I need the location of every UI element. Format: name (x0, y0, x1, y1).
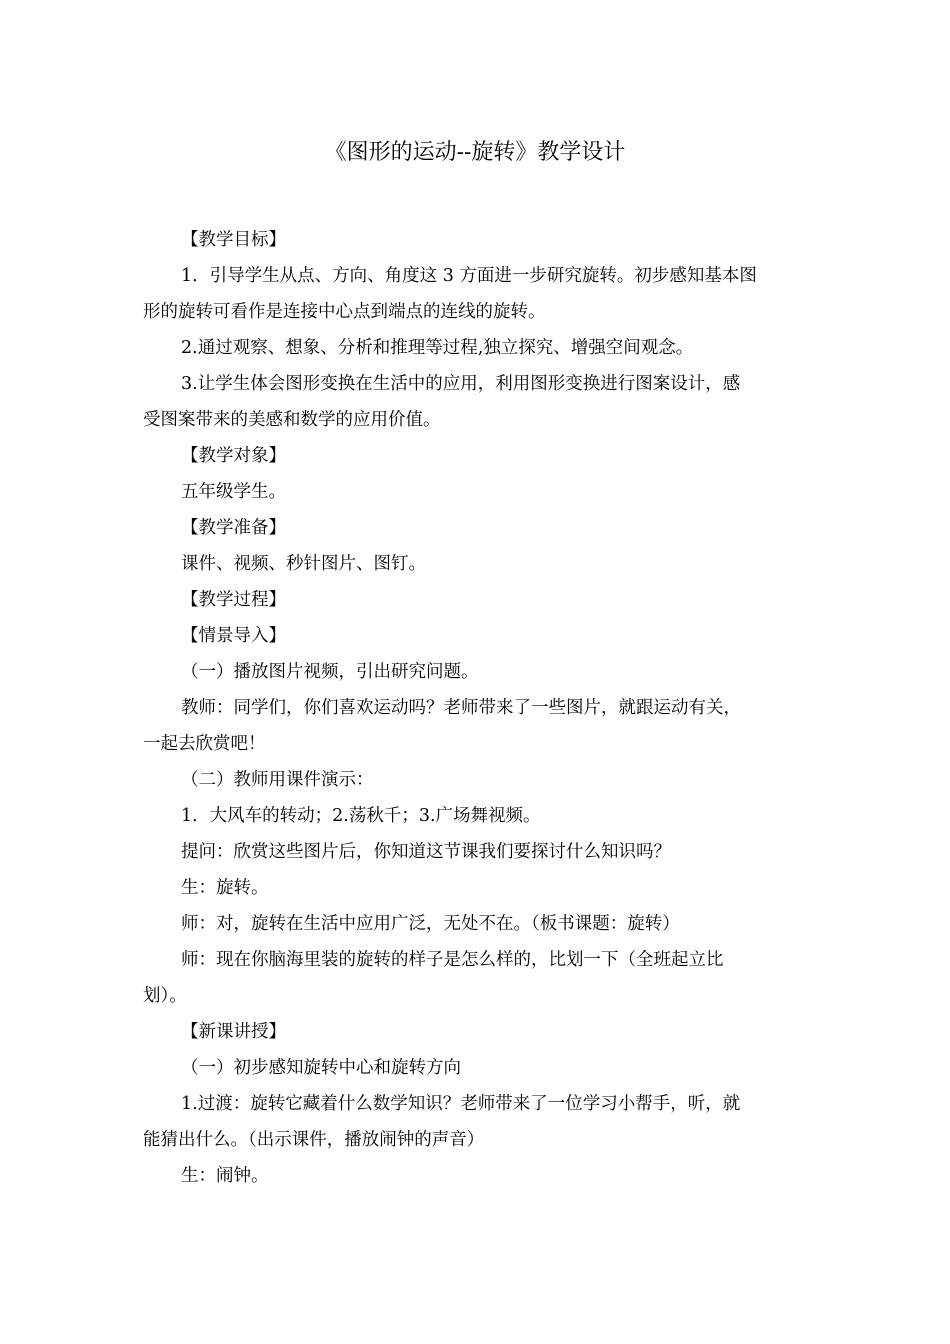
paragraph-line: 3.让学生体会图形变换在生活中的应用，利用图形变换进行图案设计，感 (181, 374, 741, 394)
paragraph-line: （一）播放图片视频，引出研究问题。 (181, 662, 479, 682)
paragraph-line: 2.通过观察、想象、分析和推理等过程,独立探究、增强空间观念。 (181, 338, 694, 358)
paragraph-line: 课件、视频、秒针图片、图钉。 (181, 554, 426, 574)
document-title: 《图形的运动--旋转》教学设计 (324, 140, 626, 165)
paragraph-line: 一起去欣赏吧！ (143, 734, 266, 754)
section-heading-process: 【教学过程】 (181, 590, 286, 610)
section-heading-preparation: 【教学准备】 (181, 518, 286, 538)
paragraph-line: 划）。 (143, 986, 187, 1006)
paragraph-line: （二）教师用课件演示： (181, 770, 374, 790)
paragraph-line: 提问：欣赏这些图片后，你知道这节课我们要探讨什么知识吗？ (181, 842, 671, 862)
paragraph-line: 1．引导学生从点、方向、角度这 3 方面进一步研究旋转。初步感知基本图 (181, 266, 757, 286)
paragraph-line: 能猜出什么。（出示课件，播放闹钟的声音） (143, 1130, 485, 1150)
section-heading-new-lesson: 【新课讲授】 (181, 1022, 286, 1042)
paragraph-line: 1．大风车的转动；2.荡秋千；3.广场舞视频。 (181, 806, 541, 826)
paragraph-line: 1.过渡：旋转它藏着什么数学知识？老师带来了一位学习小帮手，听，就 (181, 1094, 741, 1114)
section-heading-intro: 【情景导入】 (181, 626, 286, 646)
paragraph-line: 师：对，旋转在生活中应用广泛，无处不在。（板书课题：旋转） (181, 914, 680, 934)
paragraph-line: （一）初步感知旋转中心和旋转方向 (181, 1058, 461, 1078)
paragraph-line: 师：现在你脑海里装的旋转的样子是怎么样的，比划一下（全班起立比 (181, 950, 724, 970)
paragraph-line: 五年级学生。 (181, 482, 286, 502)
paragraph-line: 生：闹钟。 (181, 1166, 269, 1186)
paragraph-line: 教师：同学们，你们喜欢运动吗？老师带来了一些图片，就跟运动有关， (181, 698, 741, 718)
paragraph-line: 生：旋转。 (181, 878, 269, 898)
paragraph-line: 受图案带来的美感和数学的应用价值。 (143, 410, 441, 430)
section-heading-audience: 【教学对象】 (181, 446, 286, 466)
section-heading-objectives: 【教学目标】 (181, 230, 286, 250)
paragraph-line: 形的旋转可看作是连接中心点到端点的连线的旋转。 (143, 302, 546, 322)
